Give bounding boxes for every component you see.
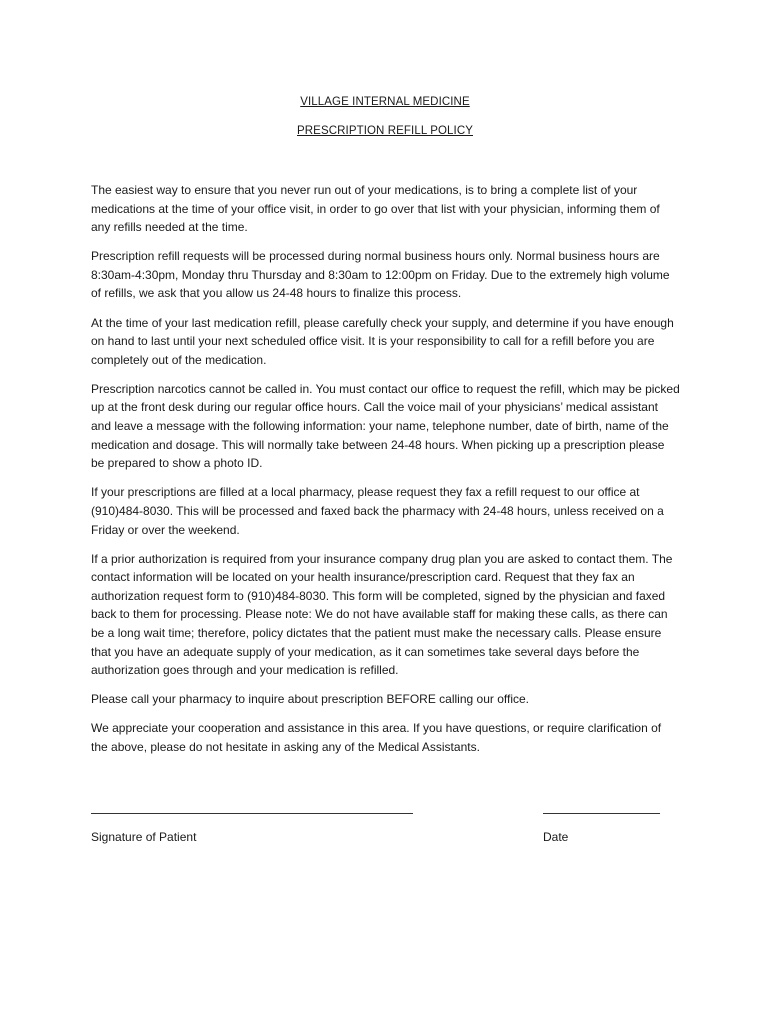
paragraph-medication-list: The easiest way to ensure that you never run out of your medications, is to bring a complete list of your medications at the time of your office visit, in order to go over that list with your physician, informing them of any refills needed at the time.	[91, 183, 660, 235]
paragraph-business-hours: Prescription refill requests will be processed during normal business hours only. Normal business hours are 8:30am-4:30pm, Monday thru Thursday and 8:30am to 12:00pm on Friday. Due to the extremely high volume of refills, we ask that you allow us 24-48 hours to finalize this process.	[91, 249, 670, 301]
date-signature-line	[543, 813, 660, 814]
paragraph-prior-authorization: If a prior authorization is required from your insurance company drug plan you are asked to contact them. The contact information will be located on your health insurance/prescription card. Request that they fax an authorization request form to (910)484-8030. This form will be completed, signed by the physician and faxed back to them for processing. Please note: We do not have available staff for making these calls, as there can be a long wait time; therefore, policy dictates that the patient must make the necessary calls. Please ensure that you have an adequate supply of your medication, as it can sometimes take several days before the authorization goes through and your medication is refilled.	[91, 551, 673, 678]
patient-signature-line	[91, 813, 413, 814]
practice-name-heading: VILLAGE INTERNAL MEDICINE	[300, 96, 470, 108]
paragraph-check-supply: At the time of your last medication refill, please carefully check your supply, and determine if you have enough on hand to last until your next scheduled office visit. It is your responsibility to call for a refill before you are completely out of the medication.	[91, 315, 674, 367]
paragraph-call-pharmacy: Please call your pharmacy to inquire about prescription BEFORE calling our office.	[91, 692, 529, 707]
paragraph-narcotics: Prescription narcotics cannot be called in. You must contact our office to request the refill, which may be picked up at the front desk during our regular office hours. Call the voice mail of your physicians’ medical assistant and leave a message with the following information: your name, telephone number, date of birth, name of the medication and dosage. This will normally take between 24-48 hours. When picking up a prescription please be prepared to show a photo ID.	[91, 381, 680, 471]
paragraph-local-pharmacy: If your prescriptions are filled at a local pharmacy, please request they fax a refill request to our office at (910)484-8030. This will be processed and faxed back the pharmacy with 24-48 hours, unless received on a Friday or over the weekend.	[91, 485, 664, 537]
policy-title-heading: PRESCRIPTION REFILL POLICY	[297, 125, 473, 137]
paragraph-appreciation: We appreciate your cooperation and assistance in this area. If you have questions, or require clarification of the above, please do not hesitate in asking any of the Medical Assistants.	[91, 721, 662, 754]
date-label: Date	[543, 830, 569, 844]
policy-body	[91, 181, 681, 767]
patient-signature-label: Signature of Patient	[91, 830, 197, 844]
